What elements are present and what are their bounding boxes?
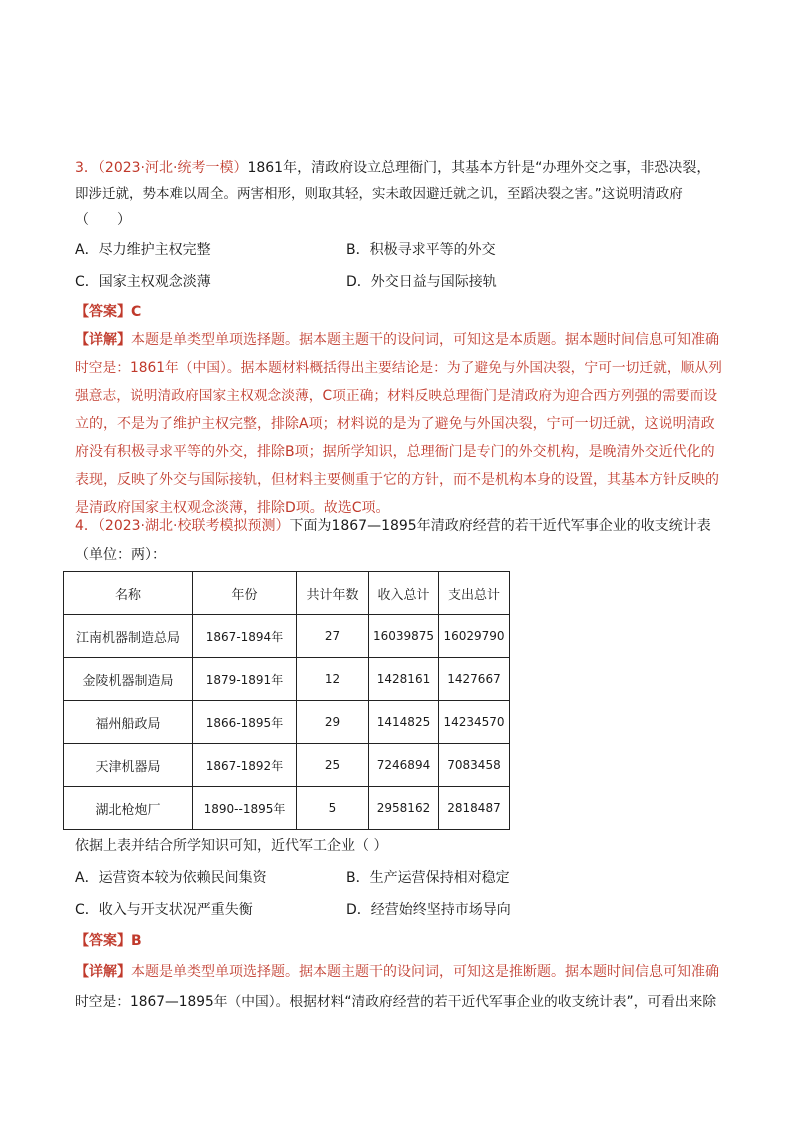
q3-detail-text-1: 本题是单类型单项选择题。据本题主题干的设问词，可知这是本质题。据本题时间信息可知准确 xyxy=(131,332,719,348)
table-cell-count: 12 xyxy=(297,658,369,701)
q3-option-a: A．尽力维护主权完整 xyxy=(75,242,211,258)
table-row xyxy=(64,701,510,744)
q3-detail-line-7: 是清政府国家主权观念淡薄，排除D项。故选C项。 xyxy=(75,500,390,516)
table-row xyxy=(64,615,510,658)
q3-detail-label: 【详解】 xyxy=(75,332,131,348)
table-header-cell: 共计年数 xyxy=(297,572,369,615)
table-cell-years: 1866-1895年 xyxy=(193,701,297,744)
table-header-row xyxy=(64,572,510,615)
q3-detail-line-4: 立的，不是为了维护主权完整，排除A项；材料说的是为了避免与外国决裂，宁可一切迁就，这说明清政 xyxy=(75,416,715,432)
table-cell-years: 1890--1895年 xyxy=(193,787,297,830)
q4-question: 依据上表并结合所学知识可知，近代军工企业（ ） xyxy=(75,838,388,854)
q3-answer xyxy=(75,302,725,322)
q4-option-b: B．生产运营保持相对稳定 xyxy=(346,870,510,886)
q3-number: 3． xyxy=(75,160,98,176)
table-cell-income: 7246894 xyxy=(369,744,439,787)
q3-detail-line-5: 府没有积极寻求平等的外交，排除B项；据所学知识，总理衙门是专门的外交机构，是晚清外交近代化的 xyxy=(75,444,715,460)
table-row xyxy=(64,787,510,830)
table-cell-name: 天津机器局 xyxy=(64,744,193,787)
table-cell-expense: 7083458 xyxy=(439,744,510,787)
table-header-cell: 支出总计 xyxy=(439,572,510,615)
table-cell-name: 湖北枪炮厂 xyxy=(64,787,193,830)
table-cell-expense: 1427667 xyxy=(439,658,510,701)
q4-number: 4． xyxy=(75,518,98,534)
table-cell-expense: 2818487 xyxy=(439,787,510,830)
q3-stem-line-3: （ ） xyxy=(75,212,131,228)
table-cell-income: 16039875 xyxy=(369,615,439,658)
q3-detail-line-6: 表现，反映了外交与国际接轨，但材料主要侧重于它的方针，而不是机构本身的设置，其基本方针反映的 xyxy=(75,472,719,488)
table-cell-count: 25 xyxy=(297,744,369,787)
table-cell-income: 1428161 xyxy=(369,658,439,701)
q3-source: （2023·河北·统考一模） xyxy=(97,160,248,176)
table-header-cell: 名称 xyxy=(64,572,193,615)
table-row xyxy=(64,658,510,701)
q3-option-d: D．外交日益与国际接轨 xyxy=(346,274,497,290)
table-header-cell: 收入总计 xyxy=(369,572,439,615)
q4-detail-line-2: 时空是：1867—1895年（中国）。根据材料“清政府经营的若干近代军事企业的收支统计表”，可看出来除 xyxy=(75,994,717,1010)
table-cell-count: 5 xyxy=(297,787,369,830)
q4-stats-table xyxy=(63,571,510,830)
table-cell-name: 福州船政局 xyxy=(64,701,193,744)
table-row xyxy=(64,744,510,787)
q3-answer-label: 【答案】 xyxy=(75,304,131,320)
table-cell-income: 2958162 xyxy=(369,787,439,830)
q4-stem-text-1: 下面为1867—1895年清政府经营的若干近代军事企业的收支统计表 xyxy=(289,518,711,534)
table-cell-expense: 14234570 xyxy=(439,701,510,744)
q4-detail-line-1 xyxy=(75,962,725,982)
table-header-cell: 年份 xyxy=(193,572,297,615)
q3-answer-value: C xyxy=(131,304,142,320)
table-cell-count: 27 xyxy=(297,615,369,658)
q4-stem-line-2: （单位：两）： xyxy=(75,547,166,563)
table-cell-years: 1867-1894年 xyxy=(193,615,297,658)
q3-stem-line-1 xyxy=(75,158,725,178)
q4-answer-label: 【答案】 xyxy=(75,933,131,949)
q4-source: （2023·湖北·校联考模拟预测） xyxy=(97,518,290,534)
table-cell-expense: 16029790 xyxy=(439,615,510,658)
q4-detail-text-1: 本题是单类型单项选择题。据本题主题干的设问词，可知这是推断题。据本题时间信息可知准确 xyxy=(131,964,719,980)
q4-answer-value: B xyxy=(131,933,142,949)
q3-option-b: B．积极寻求平等的外交 xyxy=(346,242,496,258)
table-cell-count: 29 xyxy=(297,701,369,744)
table-cell-years: 1879-1891年 xyxy=(193,658,297,701)
table-cell-income: 1414825 xyxy=(369,701,439,744)
q3-stem-text-1: 1861年，清政府设立总理衙门，其基本方针是“办理外交之事，非恐决裂， xyxy=(247,160,711,176)
q3-option-c: C．国家主权观念淡薄 xyxy=(75,274,211,290)
q3-detail-line-2: 时空是：1861年（中国）。据本题材料概括得出主要结论是：为了避免与外国决裂，宁可一切迁就，顺从列 xyxy=(75,360,722,376)
q4-option-a: A．运营资本较为依赖民间集资 xyxy=(75,870,267,886)
q3-stem-line-2: 即涉迁就，势本难以周全。两害相形，则取其轻，实未敢因避迁就之讥，至蹈决裂之害。”这说明清政府 xyxy=(75,186,683,202)
q4-stem-line-1 xyxy=(75,516,725,536)
q3-detail-line-1 xyxy=(75,330,725,350)
q4-option-d: D．经营始终坚持市场导向 xyxy=(346,902,511,918)
table-cell-name: 江南机器制造总局 xyxy=(64,615,193,658)
q3-detail-line-3: 强意志，说明清政府国家主权观念淡薄，C项正确；材料反映总理衙门是清政府为迎合西方列强的需要而设 xyxy=(75,388,718,404)
table-cell-name: 金陵机器制造局 xyxy=(64,658,193,701)
q4-detail-label: 【详解】 xyxy=(75,964,131,980)
table-cell-years: 1867-1892年 xyxy=(193,744,297,787)
q4-answer xyxy=(75,931,725,951)
q4-option-c: C．收入与开支状况严重失衡 xyxy=(75,902,253,918)
